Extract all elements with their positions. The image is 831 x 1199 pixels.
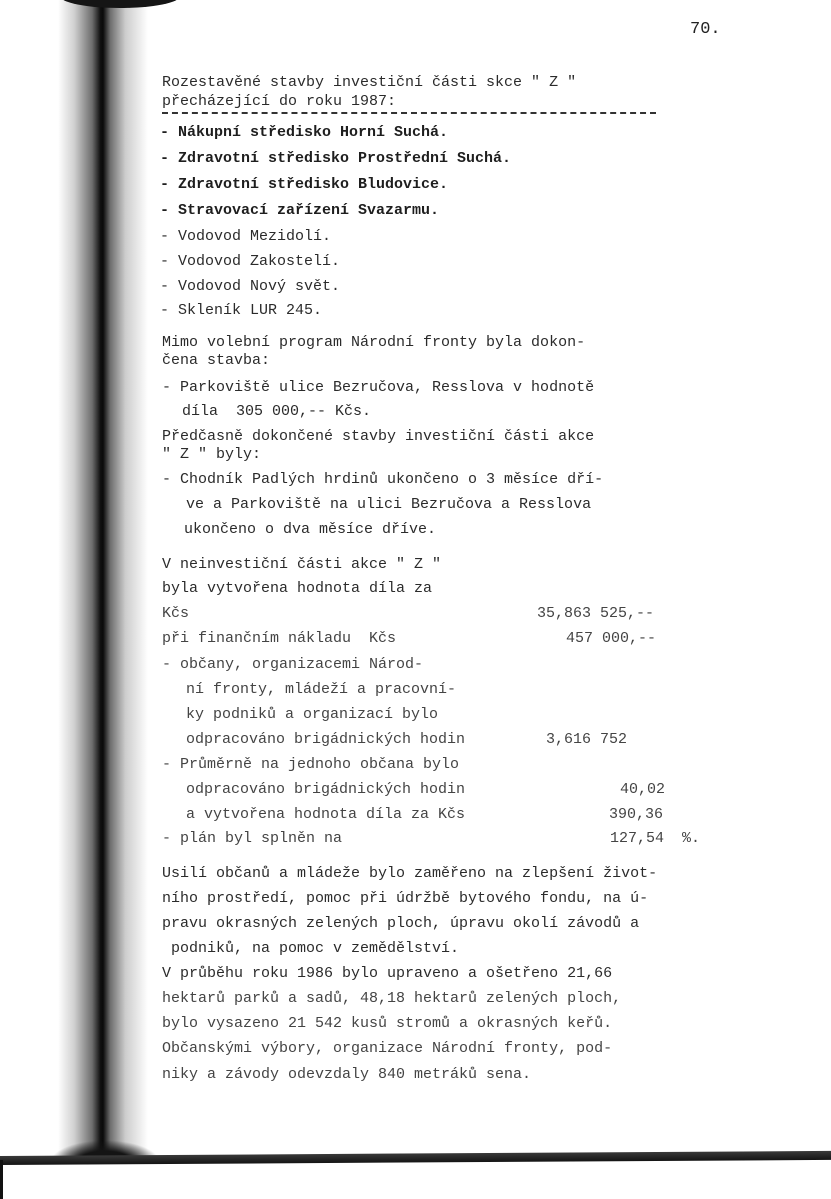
list-item: - Skleník LUR 245.: [160, 302, 323, 319]
year-1986-line-5: niky a závody odevzdaly 840 metráků sena.: [162, 1066, 532, 1083]
citizens-line-4: odpracováno brigádnických hodin: [186, 731, 466, 748]
early-completed-line-2: " Z " byly:: [162, 446, 262, 463]
list-item: - Nákupní středisko Horní Suchá.: [160, 124, 449, 141]
avg-line-2: odpracováno brigádnických hodin: [186, 781, 466, 798]
value-plan: 127,54 %.: [610, 830, 701, 847]
avg-line-1: - Průměrně na jednoho občana bylo: [162, 756, 460, 773]
year-1986-line-2: hektarů parků a sadů, 48,18 hektarů zelených ploch,: [162, 990, 622, 1007]
plan-label: - plán byl splněn na: [162, 830, 343, 847]
early-completed-item-line-2: ve a Parkoviště na ulici Bezručova a Resslova: [186, 496, 592, 513]
value-work: 35,863 525,--: [537, 605, 655, 622]
list-item: - Stravovací zařízení Svazarmu.: [160, 202, 440, 219]
outside-program-item-line-2: díla 305 000,-- Kčs.: [182, 403, 372, 420]
list-item: - Vodovod Nový svět.: [160, 278, 341, 295]
citizens-line-2: ní fronty, mládeží a pracovní-: [186, 681, 457, 698]
avg-line-3: a vytvořena hodnota díla za Kčs: [186, 806, 466, 823]
heading-line-2-text: přecházející do roku 1987:: [162, 93, 397, 110]
year-1986-line-4: Občanskými výbory, organizace Národní fronty, pod-: [162, 1040, 613, 1057]
value-avg-work: 390,36: [609, 806, 664, 823]
efforts-line-3: pravu okrasných zelených ploch, úpravu okolí závodů a: [162, 915, 640, 932]
non-investment-line-3: Kčs: [162, 605, 190, 622]
left-edge-strip: [0, 1160, 3, 1199]
value-cost: 457 000,--: [566, 630, 657, 647]
citizens-line-3: ky podniků a organizací bylo: [186, 706, 439, 723]
list-item: - Vodovod Mezidolí.: [160, 228, 332, 245]
cost-label: při finančním nákladu Kčs: [162, 630, 397, 647]
value-avg-hours: 40,02: [620, 781, 666, 798]
heading-line-2: [162, 93, 656, 114]
early-completed-line-1: Předčasně dokončené stavby investiční části akce: [162, 428, 595, 445]
non-investment-line-1: V neinvestiční části akce " Z ": [162, 556, 442, 573]
year-1986-line-3: bylo vysazeno 21 542 kusů stromů a okrasných keřů.: [162, 1015, 613, 1032]
page-number: 70.: [690, 20, 721, 39]
non-investment-line-2: byla vytvořena hodnota díla za: [162, 580, 433, 597]
efforts-line-4: podniků, na pomoc v zemědělství.: [162, 940, 460, 957]
heading-line-1: Rozestavěné stavby investiční části skce " Z ": [162, 74, 577, 91]
efforts-line-1: Usilí občanů a mládeže bylo zaměřeno na zlepšení život-: [162, 865, 658, 882]
book-binding-shadow: [58, 0, 148, 1162]
outside-program-item-line-1: - Parkoviště ulice Bezručova, Resslova v hodnotě: [162, 379, 595, 396]
outside-program-line-2: čena stavba:: [162, 352, 271, 369]
outside-program-line-1: Mimo volební program Národní fronty byla dokon-: [162, 334, 586, 351]
list-item: - Zdravotní středisko Prostřední Suchá.: [160, 150, 512, 167]
year-1986-line-1: V průběhu roku 1986 bylo upraveno a ošetřeno 21,66: [162, 965, 613, 982]
early-completed-item-line-1: - Chodník Padlých hrdinů ukončeno o 3 měsíce dří-: [162, 471, 604, 488]
efforts-line-2: ního prostředí, pomoc při údržbě bytového fondu, na ú-: [162, 890, 649, 907]
value-hours: 3,616 752: [546, 731, 628, 748]
early-completed-item-line-3: ukončeno o dva měsíce dříve.: [184, 521, 437, 538]
list-item: - Vodovod Zakostelí.: [160, 253, 341, 270]
citizens-line-1: - občany, organizacemi Národ-: [162, 656, 424, 673]
list-item: - Zdravotní středisko Bludovice.: [160, 176, 449, 193]
